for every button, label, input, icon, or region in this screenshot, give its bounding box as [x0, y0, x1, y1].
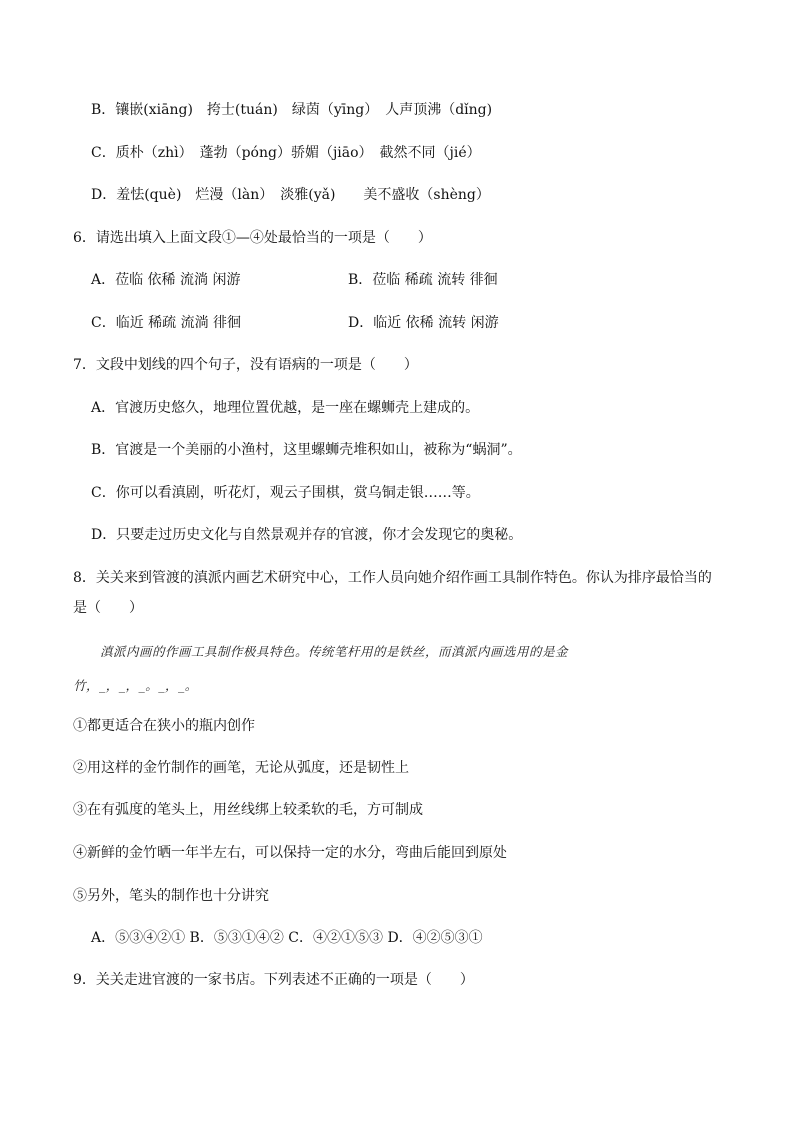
- q8-item-1: ①都更适合在狭小的瓶内创作: [73, 718, 255, 734]
- q8-item-2: ②用这样的金竹制作的画笔，无论从弧度，还是韧性上: [73, 760, 409, 776]
- q8-passage-line1: 滇派内画的作画工具制作极具特色。传统笔杆用的是铁丝，而滇派内画选用的是金: [100, 644, 569, 659]
- q5-option-c: C．质朴（zhì） 蓬勃（póng）骄媚（jiāo） 截然不同（jié）: [91, 145, 481, 161]
- q6-option-d: D．临近 依稀 流转 闲游: [348, 315, 499, 331]
- q8-item-4: ④新鲜的金竹晒一年半左右，可以保持一定的水分，弯曲后能回到原处: [73, 845, 507, 861]
- q8-item-5: ⑤另外，笔头的制作也十分讲究: [73, 888, 269, 904]
- q7-option-a: A．官渡历史悠久，地理位置优越，是一座在螺蛳壳上建成的。: [91, 400, 480, 416]
- q5-option-b: B．镶嵌(xiāng) 挎士(tuán) 绿茵（yīng） 人声顶沸（dǐng): [91, 102, 493, 118]
- q8-passage-line2: 竹，_，_，_。_，_。: [73, 678, 198, 693]
- q6-option-b: B．莅临 稀疏 流转 徘徊: [348, 272, 498, 288]
- q8-stem-line1: 8．关关来到管渡的滇派内画艺术研究中心，工作人员向她介绍作画工具制作特色。你认为排序最恰当的: [73, 570, 712, 586]
- q8-options: A．⑤③④②① B．⑤③①④② C．④②①⑤③ D．④②⑤③①: [91, 930, 483, 946]
- q7-option-d: D．只要走过历史文化与自然景观并存的官渡，你才会发现它的奥秘。: [91, 527, 523, 543]
- q6-stem: 6．请选出填入上面文段①—④处最恰当的一项是（ ）: [73, 230, 432, 246]
- q7-option-b: B．官渡是一个美丽的小渔村，这里螺蛳壳堆积如山，被称为“蜗洞”。: [91, 442, 522, 458]
- q8-item-3: ③在有弧度的笔头上，用丝线绑上较柔软的毛，方可制成: [73, 802, 423, 818]
- q7-stem: 7．文段中划线的四个句子，没有语病的一项是（ ）: [73, 357, 418, 373]
- q6-option-c: C．临近 稀疏 流淌 徘徊: [91, 315, 242, 331]
- q6-option-a: A．莅临 依稀 流淌 闲游: [91, 272, 241, 288]
- q7-option-c: C．你可以看滇剧，听花灯，观云子围棋，赏乌铜走银……等。: [91, 485, 480, 501]
- q5-option-d: D．羞怯(què) 烂漫（làn） 淡雅(yǎ) 美不盛收（shèng）: [91, 187, 490, 203]
- q9-stem: 9．关关走进官渡的一家书店。下列表述不正确的一项是（ ）: [73, 972, 474, 988]
- q8-stem-line2: 是（ ）: [73, 600, 143, 616]
